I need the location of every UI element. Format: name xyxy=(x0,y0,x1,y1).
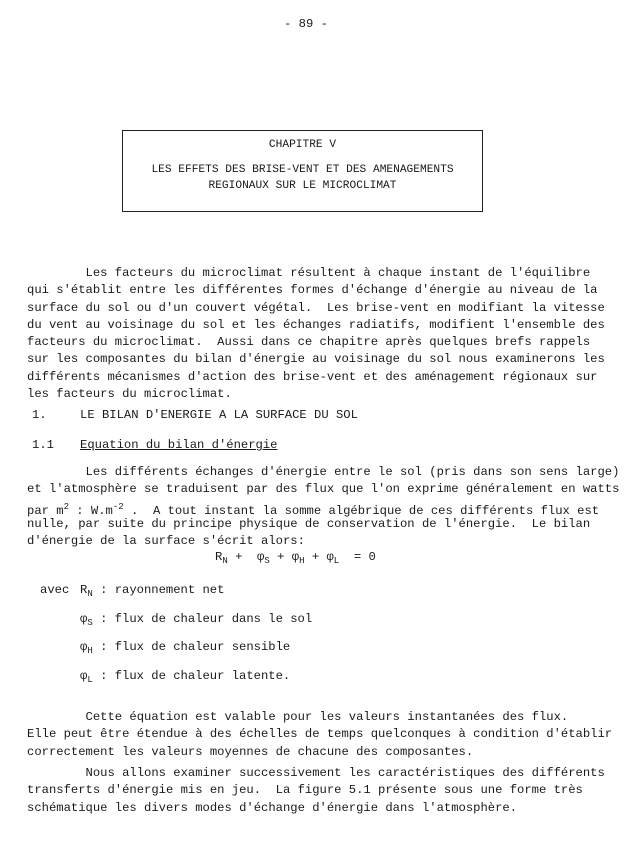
energy-paragraph xyxy=(27,464,619,550)
definition-text: : flux de chaleur sensible xyxy=(100,640,291,654)
symbol-phi: φ xyxy=(257,550,265,564)
text-line: qui s'établit entre les différentes formes d'échange d'énergie au niveau de la xyxy=(27,283,598,298)
definition-text: : rayonnement net xyxy=(100,583,225,597)
chapter-title-line: LES EFFETS DES BRISE-VENT ET DES AMENAGEMENTS xyxy=(151,164,454,176)
intro-paragraph xyxy=(27,265,605,403)
text: par m xyxy=(27,503,64,518)
text: . A tout instant la somme algébrique de ces différents flux est xyxy=(123,503,600,518)
text-line: les facteurs du microclimat. xyxy=(27,387,232,402)
transfer-paragraph xyxy=(27,765,605,817)
definition-phi-l xyxy=(80,669,290,685)
symbol-phi: φ xyxy=(291,550,300,564)
section-1-title: LE BILAN D'ENERGIE A LA SURFACE DU SOL xyxy=(80,408,358,422)
text-line: nulle, par suite du principe physique de conservation de l'énergie. Le bilan xyxy=(27,516,591,531)
symbol-phi: φ xyxy=(326,550,334,564)
text-line: transferts d'énergie mis en jeu. La figure 5.1 présente sous une forme très xyxy=(27,783,583,798)
section-1-1-number: 1.1 xyxy=(32,438,54,452)
text-line: Cette équation est valable pour les valeurs instantanées des flux. xyxy=(27,710,569,724)
subscript: N xyxy=(222,556,228,566)
text-line: correctement les valeurs moyennes de chacune des composantes. xyxy=(27,744,474,759)
subscript: L xyxy=(333,556,340,566)
text-line xyxy=(27,499,619,516)
text-line: sur les composantes du bilan d'énergie au voisinage du sol nous examinerons les xyxy=(27,352,605,367)
text-line: Nous allons examiner successivement les caractéristiques des différents xyxy=(27,766,605,780)
subscript: L xyxy=(87,675,93,685)
energy-balance-equation xyxy=(215,550,376,566)
subscript: N xyxy=(87,589,93,599)
definition-rn xyxy=(80,583,224,599)
text-line: Les différents échanges d'énergie entre le sol (pris dans son sens large) xyxy=(27,465,620,479)
superscript: 2 xyxy=(63,501,69,512)
section-1-1-title: Equation du bilan d'énergie xyxy=(80,438,278,452)
subscript: H xyxy=(299,556,305,566)
definition-text: : flux de chaleur dans le sol xyxy=(100,612,313,626)
symbol: φ xyxy=(80,612,88,626)
text-line: et l'atmosphère se traduisent par des flux que l'on exprime généralement en watts xyxy=(27,482,620,497)
plus: + xyxy=(277,550,285,564)
definition-phi-s xyxy=(80,612,312,628)
symbol: φ xyxy=(80,640,88,654)
subscript: H xyxy=(87,646,93,656)
chapter-title-line: REGIONAUX SUR LE MICROCLIMAT xyxy=(208,180,397,192)
text-line: facteurs du microclimat. Aussi dans ce chapitre après quelques brefs rappels xyxy=(27,335,591,350)
text-line: Les facteurs du microclimat résultent à chaque instant de l'équilibre xyxy=(27,266,591,280)
equals-zero: = 0 xyxy=(353,550,376,564)
definition-text: : flux de chaleur latente. xyxy=(100,669,291,683)
definition-phi-h xyxy=(80,640,290,656)
plus: + xyxy=(311,550,320,564)
section-1-number: 1. xyxy=(32,408,47,422)
text-line: Elle peut être étendue à des échelles de temps quelconques à condition d'établir xyxy=(27,727,613,742)
subscript: S xyxy=(264,556,270,566)
symbol-r: R xyxy=(215,550,223,564)
text-line: schématique les divers modes d'échange d'énergie dans l'atmosphère. xyxy=(27,800,518,815)
text-line: surface du sol ou d'un couvert végétal. Les brise-vent en modifiant la vitesse xyxy=(27,300,605,315)
chapter-title-box xyxy=(122,130,483,212)
symbol: φ xyxy=(80,669,88,683)
validity-paragraph xyxy=(27,709,612,761)
text: : W.m xyxy=(68,503,113,518)
subscript: S xyxy=(87,618,93,628)
text-line: différents mécanismes d'action des brise-vent et des aménagement régionaux sur xyxy=(27,369,598,384)
superscript: -2 xyxy=(112,501,124,512)
chapter-label: CHAPITRE V xyxy=(268,139,337,151)
text-line: du vent au voisinage du sol et les échanges radiatifs, modifient l'ensemble des xyxy=(27,317,605,332)
avec-label: avec xyxy=(40,583,70,597)
text-line: d'énergie de la surface s'écrit alors: xyxy=(27,534,305,549)
symbol: R xyxy=(80,583,88,597)
plus: + xyxy=(235,550,243,564)
page-number: - 89 - xyxy=(284,17,328,31)
